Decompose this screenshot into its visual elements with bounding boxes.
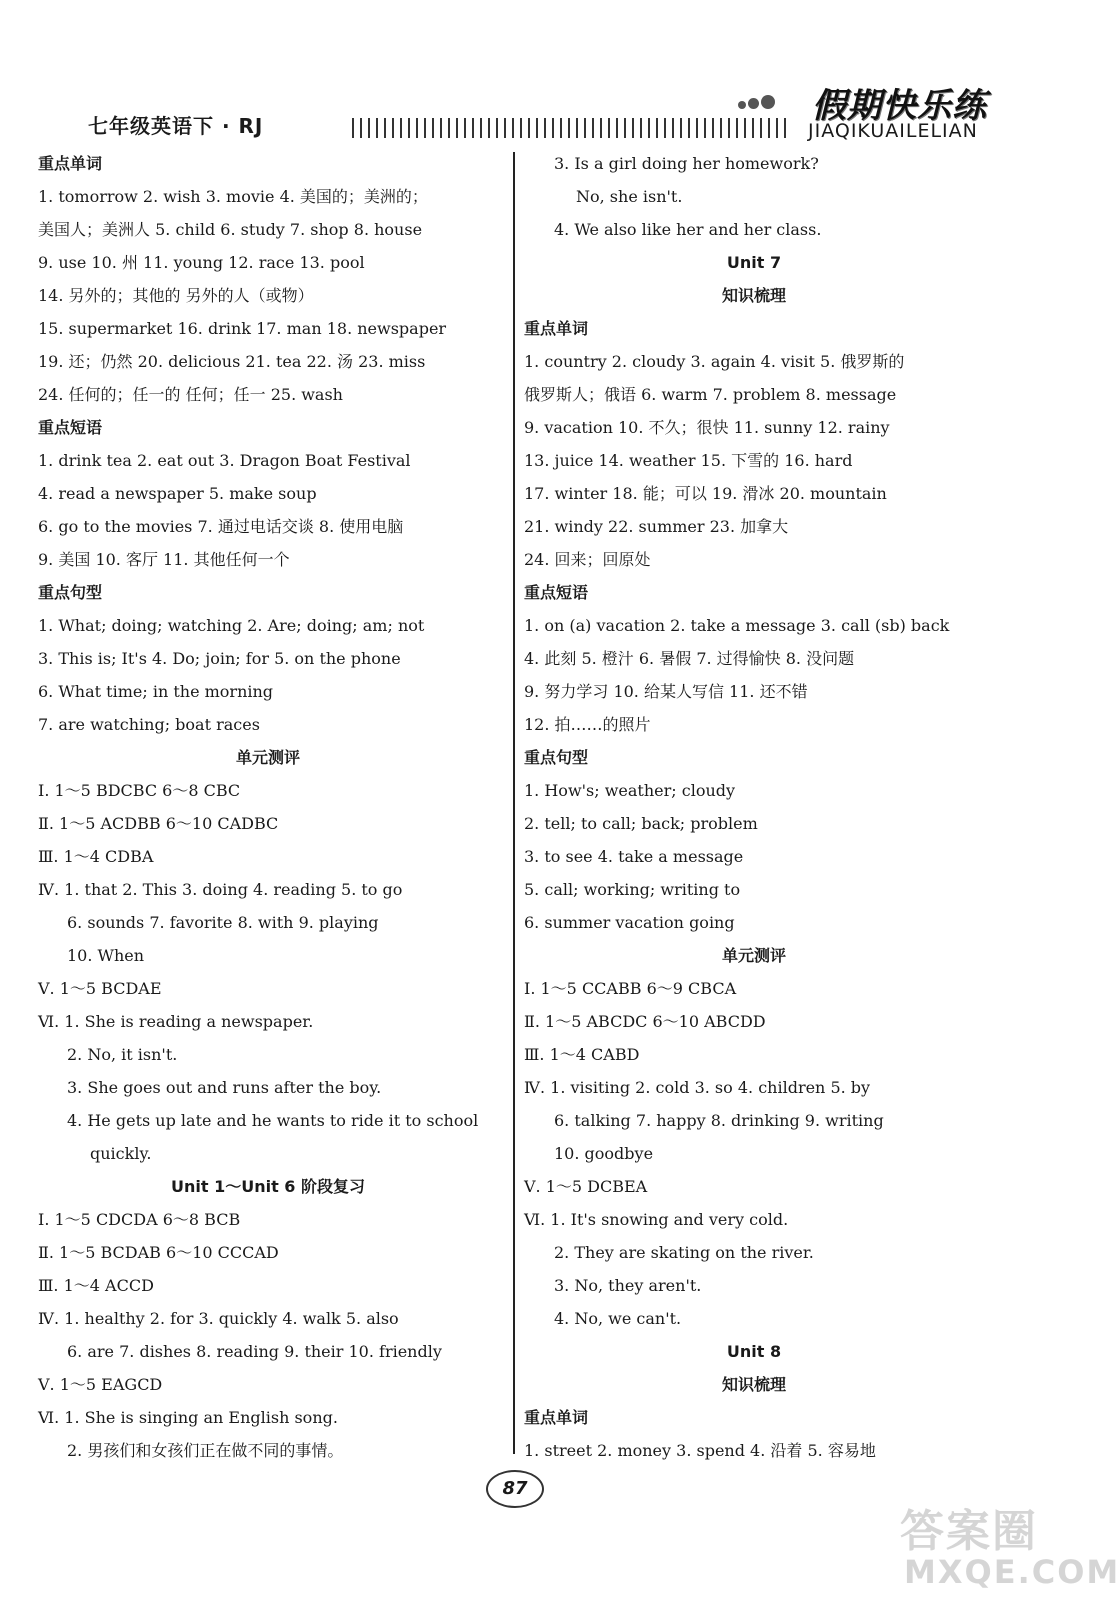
- answer-line: 3. This is; It's 4. Do; join; for 5. on the phone: [38, 649, 401, 668]
- series-logo: 假期快乐练: [812, 86, 987, 126]
- answer-line: 4. 此刻 5. 橙汁 6. 暑假 7. 过得愉快 8. 没问题: [524, 649, 855, 668]
- answer-line: Ⅰ. 1～5 BDCBC 6～8 CBC: [38, 781, 241, 800]
- section-heading: 重点短语: [524, 583, 589, 602]
- section-heading: 重点句型: [524, 748, 589, 767]
- answer-line: 4. read a newspaper 5. make soup: [38, 484, 317, 503]
- answer-line: 15. supermarket 16. drink 17. man 18. newspaper: [38, 319, 447, 338]
- answer-line: 7. are watching; boat races: [38, 715, 260, 734]
- answer-line: 14. 另外的；其他的 另外的人（或物）: [38, 286, 314, 305]
- section-title: 知识梳理: [721, 1375, 786, 1394]
- left-column: [38, 147, 498, 1467]
- answer-line: Ⅴ. 1～5 EAGCD: [38, 1375, 163, 1394]
- answer-line: 6. talking 7. happy 8. drinking 9. writing: [554, 1111, 884, 1130]
- answer-line: 2. No, it isn't.: [67, 1045, 178, 1064]
- answer-line: 2. tell; to call; back; problem: [524, 814, 758, 833]
- answer-line: 13. juice 14. weather 15. 下雪的 16. hard: [524, 451, 853, 470]
- answer-line: 19. 还；仍然 20. delicious 21. tea 22. 汤 23. miss: [38, 352, 426, 371]
- decorative-dots-icon: [738, 94, 775, 113]
- section-heading: 重点单词: [524, 1408, 589, 1427]
- section-title: Unit 8: [726, 1342, 782, 1361]
- answer-line: 24. 任何的；任一的 任何；任一 25. wash: [38, 385, 343, 404]
- answer-line: 6. sounds 7. favorite 8. with 9. playing: [67, 913, 379, 932]
- answer-line: 6. What time; in the morning: [38, 682, 274, 701]
- answer-line: 4. He gets up late and he wants to ride it to school: [67, 1111, 479, 1130]
- answer-line: 9. vacation 10. 不久；很快 11. sunny 12. rainy: [524, 418, 890, 437]
- decorative-barcode-rule: [352, 118, 792, 138]
- answer-line: 21. windy 22. summer 23. 加拿大: [524, 517, 789, 536]
- answer-line: 2. They are skating on the river.: [554, 1243, 814, 1262]
- answer-line: Ⅴ. 1～5 DCBEA: [524, 1177, 648, 1196]
- right-column: [524, 147, 984, 1467]
- series-logo-pinyin: JIAQIKUAILELIAN: [808, 120, 978, 142]
- section-title: 单元测评: [235, 748, 300, 767]
- section-title: 知识梳理: [721, 286, 786, 305]
- answer-line: Ⅲ. 1～4 ACCD: [38, 1276, 154, 1295]
- answer-line: 9. use 10. 州 11. young 12. race 13. pool: [38, 253, 365, 272]
- answer-line: 2. 男孩们和女孩们正在做不同的事情。: [67, 1441, 344, 1460]
- answer-line: 美国人；美洲人 5. child 6. study 7. shop 8. house: [38, 220, 423, 239]
- answer-line: Ⅱ. 1～5 ABCDC 6～10 ABCDD: [524, 1012, 766, 1031]
- book-title: 七年级英语下 · RJ: [88, 114, 264, 138]
- answer-line: Ⅳ. 1. healthy 2. for 3. quickly 4. walk 5. also: [38, 1309, 399, 1328]
- answer-line: Ⅱ. 1～5 BCDAB 6～10 CCCAD: [38, 1243, 279, 1262]
- answer-line: Ⅰ. 1～5 CDCDA 6～8 BCB: [38, 1210, 241, 1229]
- page-header: [0, 0, 1094, 150]
- answer-line: quickly.: [90, 1144, 152, 1163]
- answer-line: 4. No, we can't.: [554, 1309, 682, 1328]
- answer-line: 6. are 7. dishes 8. reading 9. their 10. friendly: [67, 1342, 442, 1361]
- answer-line: 10. When: [67, 946, 145, 965]
- answer-line: No, she isn't.: [576, 187, 683, 206]
- answer-line: 3. Is a girl doing her homework?: [554, 154, 819, 173]
- section-title: 单元测评: [721, 946, 786, 965]
- page-number: 87: [486, 1470, 544, 1508]
- answer-line: 6. go to the movies 7. 通过电话交谈 8. 使用电脑: [38, 517, 404, 536]
- answer-line: Ⅱ. 1～5 ACDBB 6～10 CADBC: [38, 814, 279, 833]
- answer-line: 1. street 2. money 3. spend 4. 沿着 5. 容易地: [524, 1441, 876, 1460]
- section-title: Unit 1～Unit 6 阶段复习: [170, 1177, 365, 1196]
- answer-line: 12. 拍……的照片: [524, 715, 651, 734]
- answer-line: 3. to see 4. take a message: [524, 847, 744, 866]
- answer-line: Ⅲ. 1～4 CDBA: [38, 847, 154, 866]
- answer-line: 5. call; working; writing to: [524, 880, 741, 899]
- section-heading: 重点单词: [524, 319, 589, 338]
- answer-line: 9. 努力学习 10. 给某人写信 11. 还不错: [524, 682, 808, 701]
- answer-line: Ⅵ. 1. It's snowing and very cold.: [524, 1210, 789, 1229]
- section-heading: 重点短语: [38, 418, 103, 437]
- answer-line: 1. tomorrow 2. wish 3. movie 4. 美国的；美洲的；: [38, 187, 428, 206]
- section-heading: 重点句型: [38, 583, 103, 602]
- watermark-text: 答案圈: [900, 1506, 1038, 1557]
- answer-line: Ⅳ. 1. visiting 2. cold 3. so 4. children 5. by: [524, 1078, 871, 1097]
- answer-line: 9. 美国 10. 客厅 11. 其他任何一个: [38, 550, 290, 569]
- section-heading: 重点单词: [38, 154, 103, 173]
- answer-line: 6. summer vacation going: [524, 913, 735, 932]
- answer-line: 3. She goes out and runs after the boy.: [67, 1078, 382, 1097]
- answer-line: 1. What; doing; watching 2. Are; doing; am; not: [38, 616, 425, 635]
- answer-line: 4. We also like her and her class.: [554, 220, 822, 239]
- answer-line: 俄罗斯人；俄语 6. warm 7. problem 8. message: [524, 385, 897, 404]
- answer-line: 1. How's; weather; cloudy: [524, 781, 736, 800]
- watermark-url: MXQE.COM: [904, 1553, 1120, 1591]
- answer-line: Ⅵ. 1. She is reading a newspaper.: [38, 1012, 314, 1031]
- answer-line: 1. drink tea 2. eat out 3. Dragon Boat Festival: [38, 451, 411, 470]
- answer-line: Ⅰ. 1～5 CCABB 6～9 CBCA: [524, 979, 737, 998]
- answer-line: 24. 回来；回原处: [524, 550, 651, 569]
- answer-line: Ⅵ. 1. She is singing an English song.: [38, 1408, 338, 1427]
- answer-line: Ⅲ. 1～4 CABD: [524, 1045, 640, 1064]
- watermark-logo: [900, 1495, 1120, 1595]
- answer-line: 1. on (a) vacation 2. take a message 3. call (sb) back: [524, 616, 950, 635]
- answer-line: 1. country 2. cloudy 3. again 4. visit 5. 俄罗斯的: [524, 352, 905, 371]
- answer-line: 17. winter 18. 能；可以 19. 滑冰 20. mountain: [524, 484, 887, 503]
- column-divider: [513, 152, 515, 1454]
- answer-line: 3. No, they aren't.: [554, 1276, 702, 1295]
- answer-line: Ⅴ. 1～5 BCDAE: [38, 979, 162, 998]
- answer-line: 10. goodbye: [554, 1144, 654, 1163]
- answer-line: Ⅳ. 1. that 2. This 3. doing 4. reading 5. to go: [38, 880, 403, 899]
- section-title: Unit 7: [726, 253, 782, 272]
